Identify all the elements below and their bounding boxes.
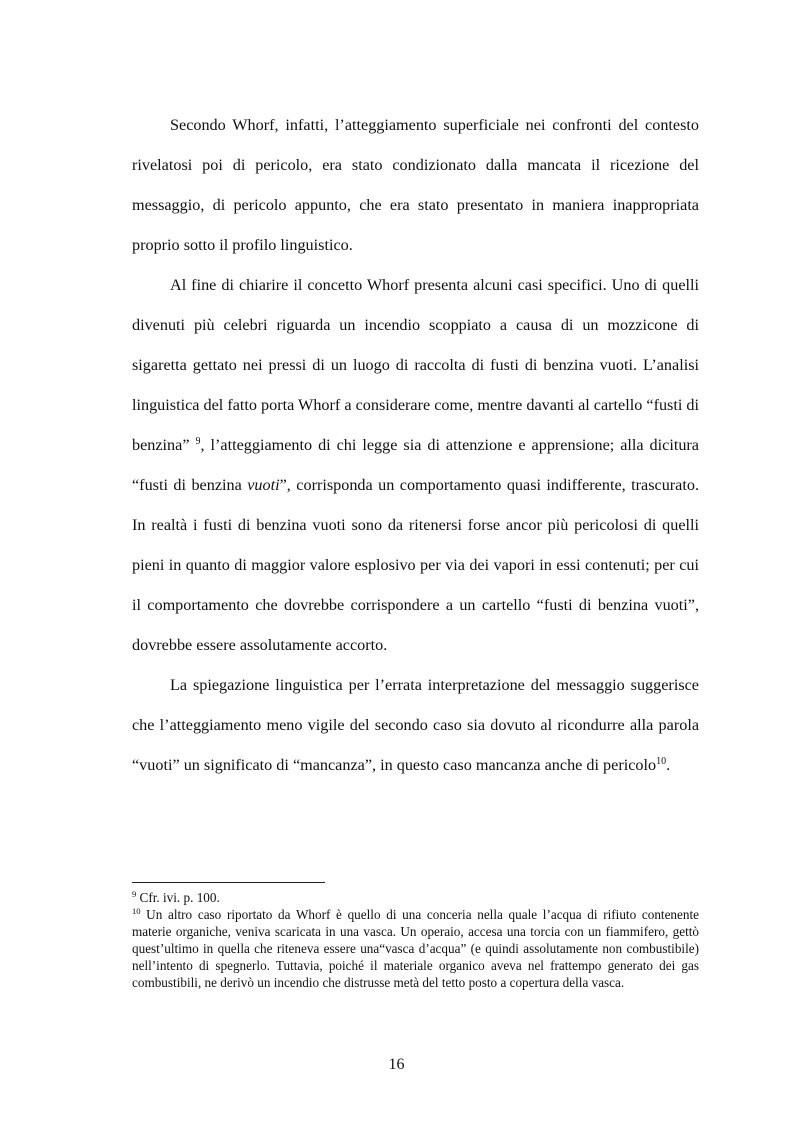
footnote-9	[132, 889, 699, 906]
footnote-9-number: 9	[132, 889, 137, 899]
footnote-10	[132, 906, 699, 991]
footnote-ref-9[interactable]: 9	[195, 436, 201, 447]
paragraph-2-text-c: ”, corrisponda un comportamento quasi indifferente, trascurato. In realtà i fusti di benzina vuoti sono da ritenersi forse ancor più pericolosi di quelli pieni in quanto di maggior valore esplosivo per via dei vapori in essi contenuti; per cui il comportamento che dovrebbe corrispondere a un cartello “fusti di benzina vuoti”, dovrebbe essere assolutamente accorto.	[132, 476, 699, 654]
paragraph-3	[132, 665, 699, 785]
emphasis-vuoti: vuoti	[247, 476, 280, 494]
paragraph-3-end: .	[666, 756, 671, 774]
body-text	[132, 105, 699, 785]
paragraph-2-text-b: , l’atteggiamento di chi legge sia di attenzione e apprensione; alla dicitura “fusti di benzina	[132, 436, 699, 494]
paragraph-1	[132, 105, 699, 265]
paragraph-2-text-a: Al fine di chiarire il concetto Whorf presenta alcuni casi specifici. Uno di quelli divenuti più celebri riguarda un incendio scoppiato a causa di un mozzicone di sigaretta gettato nei pressi di un luogo di raccolta di fusti di benzina vuoti. L’analisi linguistica del fatto porta Whorf a considerare come, mentre davanti al cartello “fusti di benzina”	[132, 276, 699, 454]
footnote-10-number: 10	[132, 906, 141, 916]
paragraph-3-text: La spiegazione linguistica per l’errata interpretazione del messaggio suggerisce che l’atteggiamento meno vigile del secondo caso sia dovuto al ricondurre alla parola “vuoti” un significato di “mancanza”, in questo caso mancanza anche di pericolo	[132, 676, 699, 774]
footnote-separator	[132, 882, 325, 883]
footnotes	[132, 889, 699, 991]
footnote-10-text: Un altro caso riportato da Whorf è quello di una conceria nella quale l’acqua di rifiuto contenente materie organiche, veniva scaricata in una vasca. Un operaio, accesa una torcia con un fiammifero, gettò quest’ultimo in quella che riteneva essere una“vasca d’acqua” (e quindi assolutamente non combustibile) nell’intento di spegnerlo. Tuttavia, poiché il materiale organico aveva nel frattempo generato dei gas combustibili, ne derivò un incendio che distrusse metà del tetto posto a copertura della vasca.	[132, 907, 699, 990]
paragraph-2	[132, 265, 699, 665]
paragraph-1-text: Secondo Whorf, infatti, l’atteggiamento superficiale nei confronti del contesto rivelatosi poi di pericolo, era stato condizionato dalla mancata il ricezione del messaggio, di pericolo appunto, che era stato presentato in maniera inappropriata proprio sotto il profilo linguistico.	[132, 116, 699, 254]
footnote-ref-10[interactable]: 10	[656, 756, 667, 767]
footnote-9-text: Cfr. ivi. p. 100.	[136, 890, 220, 905]
page-number: 16	[388, 1056, 405, 1073]
